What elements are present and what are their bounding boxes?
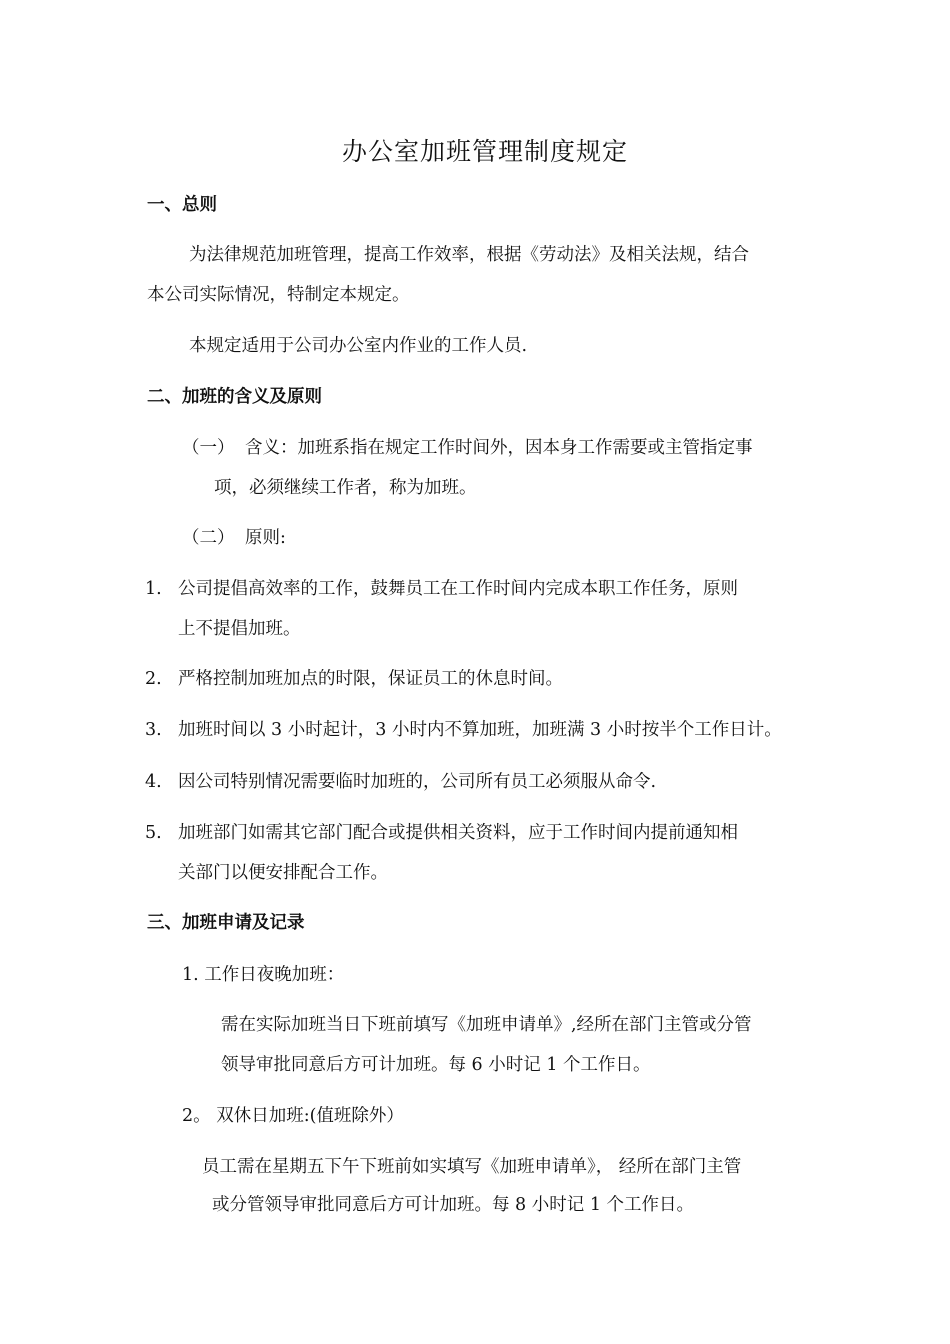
sub-body-line: 员工需在星期五下午下班前如实填写《加班申请单》， 经所在部门主管 [202, 1157, 742, 1177]
item-text: 项，必须继续工作者，称为加班。 [214, 478, 477, 498]
list-number: 1. [145, 579, 162, 599]
list-item-text: 关部门以便安排配合工作。 [178, 863, 388, 883]
item-marker: （二） [182, 528, 235, 548]
list-item-text: 加班部门如需其它部门配合或提供相关资料，应于工作时间内提前通知相 [178, 823, 738, 843]
sub-body-line: 需在实际加班当日下班前填写《加班申请单》,经所在部门主管或分管 [221, 1015, 752, 1035]
paragraph-line: 本规定适用于公司办公室内作业的工作人员. [189, 336, 528, 356]
list-number: 4. [145, 772, 162, 792]
list-item-text: 加班时间以 3 小时起计，3 小时内不算加班，加班满 3 小时按半个工作日计。 [178, 720, 782, 740]
paragraph-line: 本公司实际情况，特制定本规定。 [147, 285, 410, 305]
list-number: 2. [145, 669, 162, 689]
item-marker: （一） [182, 438, 235, 458]
section-heading-general: 一、总则 [147, 195, 217, 215]
list-item-text: 因公司特别情况需要临时加班的，公司所有员工必须服从命令. [178, 772, 657, 792]
list-item-text: 上不提倡加班。 [178, 619, 301, 639]
sub-body-line: 领导审批同意后方可计加班。每 6 小时记 1 个工作日。 [221, 1055, 651, 1075]
sub-heading: 1. 工作日夜晚加班： [182, 965, 345, 985]
list-number: 5. [145, 823, 162, 843]
paragraph-line: 为法律规范加班管理，提高工作效率，根据《劳动法》及相关法规，结合 [189, 245, 749, 265]
section-heading-application: 三、加班申请及记录 [147, 913, 305, 933]
section-heading-definition: 二、加班的含义及原则 [147, 387, 322, 407]
list-item-text: 公司提倡高效率的工作，鼓舞员工在工作时间内完成本职工作任务，原则 [178, 579, 738, 599]
list-number: 3. [145, 720, 162, 740]
sub-body-line: 或分管领导审批同意后方可计加班。每 8 小时记 1 个工作日。 [212, 1195, 695, 1215]
sub-heading: 2。 双休日加班:(值班除外） [182, 1106, 404, 1126]
item-text: 原则: [245, 528, 286, 548]
item-text: 含义：加班系指在规定工作时间外，因本身工作需要或主管指定事 [245, 438, 753, 458]
document-title: 办公室加班管理制度规定 [341, 137, 628, 166]
list-item-text: 严格控制加班加点的时限，保证员工的休息时间。 [178, 669, 563, 689]
